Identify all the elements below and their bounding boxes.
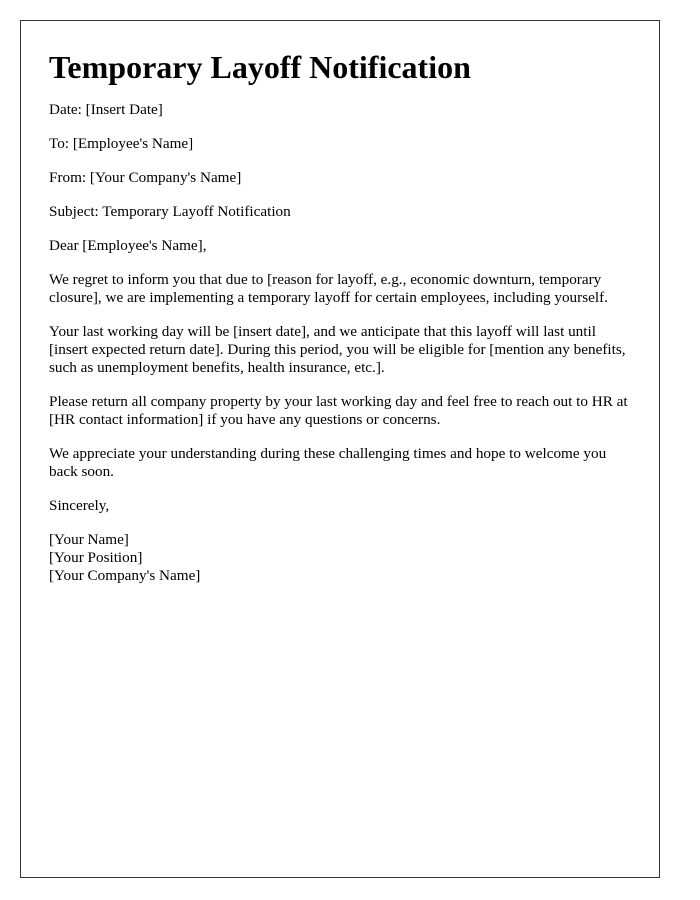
letter-page [20, 20, 660, 878]
body-paragraph-reason: We regret to inform you that due to [reason for layoff, e.g., economic downturn, temporary closure], we are implementing a temporary layoff for certain employees, including yourself. [49, 271, 608, 306]
letter-title: Temporary Layoff Notification [49, 49, 471, 85]
closing: Sincerely, [49, 497, 110, 514]
signature-company: [Your Company's Name] [49, 567, 201, 584]
body-paragraph-appreciation: We appreciate your understanding during these challenging times and hope to welcome you back soon. [49, 445, 607, 480]
signature-position: [Your Position] [49, 549, 143, 566]
signature-name: [Your Name] [49, 531, 129, 548]
signature-block [49, 531, 631, 585]
subject-line: Subject: Temporary Layoff Notification [49, 203, 291, 220]
salutation: Dear [Employee's Name], [49, 237, 207, 254]
to-line: To: [Employee's Name] [49, 135, 194, 152]
body-paragraph-dates: Your last working day will be [insert date], and we anticipate that this layoff will last until [insert expected return date]. During this period, you will be eligible for [mention any benefits, such as unemployment benefits, health insurance, etc.]. [49, 323, 626, 376]
date-line: Date: [Insert Date] [49, 101, 163, 118]
from-line: From: [Your Company's Name] [49, 169, 242, 186]
body-paragraph-property: Please return all company property by your last working day and feel free to reach out to HR at [HR contact information] if you have any questions or concerns. [49, 393, 628, 428]
